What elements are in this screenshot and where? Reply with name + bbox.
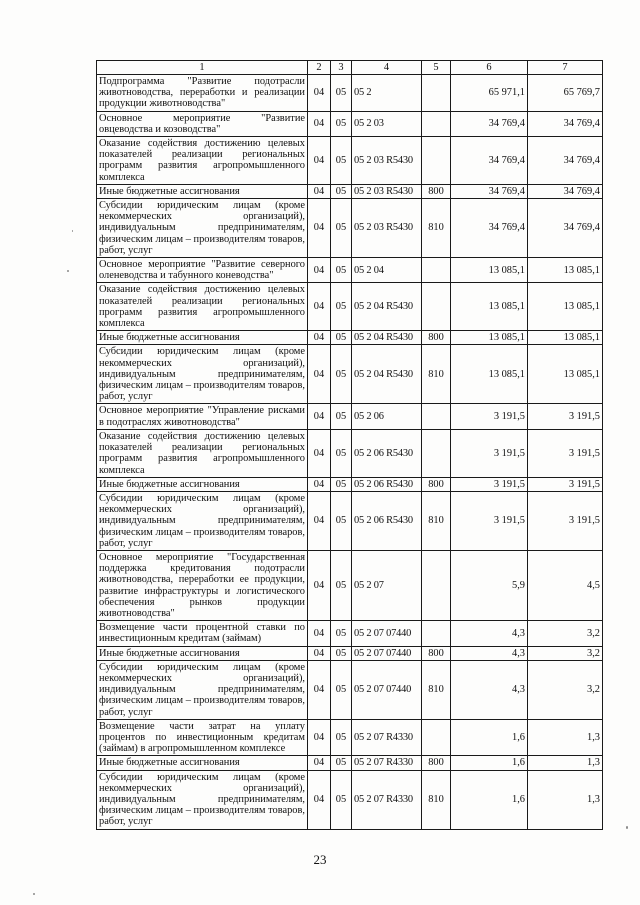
table-row [97, 646, 603, 660]
target-article-code: 05 2 04 R5430 [352, 283, 422, 331]
amount-col6: 5,9 [451, 550, 528, 620]
expense-type-code: 810 [422, 660, 451, 719]
amount-col6: 65 971,1 [451, 75, 528, 112]
table-row [97, 111, 603, 136]
table-row [97, 429, 603, 477]
table-row [97, 660, 603, 719]
row-title: Оказание содействия достижению целевых показателей реализации региональных программ развития агропромышленного комплекса [97, 429, 308, 477]
target-article-code: 05 2 [352, 75, 422, 112]
amount-col6: 13 085,1 [451, 283, 528, 331]
section-code: 04 [308, 660, 331, 719]
expense-type-code: 800 [422, 756, 451, 770]
section-code: 04 [308, 646, 331, 660]
scan-speck [626, 826, 628, 829]
amount-col7: 13 085,1 [528, 283, 603, 331]
amount-col6: 1,6 [451, 756, 528, 770]
row-title: Субсидии юридическим лицам (кроме некоммерческих организаций), индивидуальным предпринимателям, физическим лицам – производителям товаров, работ, услуг [97, 491, 308, 550]
target-article-code: 05 2 04 [352, 258, 422, 283]
scan-speck [33, 893, 35, 895]
table-row [97, 75, 603, 112]
subsection-code: 05 [331, 137, 352, 185]
table-row [97, 199, 603, 258]
target-article-code: 05 2 03 R5430 [352, 137, 422, 185]
subsection-code: 05 [331, 660, 352, 719]
amount-col6: 34 769,4 [451, 137, 528, 185]
expense-type-code: 800 [422, 184, 451, 198]
table-row [97, 756, 603, 770]
amount-col7: 13 085,1 [528, 331, 603, 345]
expense-type-code [422, 719, 451, 756]
target-article-code: 05 2 07 [352, 550, 422, 620]
row-title: Основное мероприятие "Развитие овцеводства и козоводства" [97, 111, 308, 136]
target-article-code: 05 2 07 R4330 [352, 770, 422, 829]
table-row [97, 477, 603, 491]
target-article-code: 05 2 03 R5430 [352, 199, 422, 258]
section-code: 04 [308, 770, 331, 829]
target-article-code: 05 2 06 R5430 [352, 429, 422, 477]
expense-type-code [422, 258, 451, 283]
section-code: 04 [308, 111, 331, 136]
amount-col7: 3 191,5 [528, 477, 603, 491]
expense-type-code [422, 404, 451, 429]
expense-type-code: 800 [422, 331, 451, 345]
expense-type-code [422, 283, 451, 331]
section-code: 04 [308, 756, 331, 770]
amount-col6: 1,6 [451, 719, 528, 756]
expense-type-code [422, 75, 451, 112]
expense-type-code [422, 429, 451, 477]
expense-type-code: 810 [422, 199, 451, 258]
amount-col7: 3 191,5 [528, 404, 603, 429]
column-header: 4 [352, 61, 422, 75]
row-title: Оказание содействия достижению целевых показателей реализации региональных программ развития агропромышленного комплекса [97, 283, 308, 331]
table-row [97, 283, 603, 331]
subsection-code: 05 [331, 621, 352, 646]
section-code: 04 [308, 199, 331, 258]
table-body [97, 61, 603, 830]
amount-col7: 3,2 [528, 646, 603, 660]
subsection-code: 05 [331, 184, 352, 198]
subsection-code: 05 [331, 770, 352, 829]
row-title: Подпрограмма "Развитие подотрасли животноводства, переработки и реализации продукции животноводства" [97, 75, 308, 112]
row-title: Субсидии юридическим лицам (кроме некоммерческих организаций), индивидуальным предпринимателям, физическим лицам – производителям товаров, работ, услуг [97, 199, 308, 258]
amount-col6: 13 085,1 [451, 258, 528, 283]
amount-col6: 34 769,4 [451, 199, 528, 258]
row-title: Оказание содействия достижению целевых показателей реализации региональных программ развития агропромышленного комплекса [97, 137, 308, 185]
section-code: 04 [308, 258, 331, 283]
amount-col6: 4,3 [451, 646, 528, 660]
subsection-code: 05 [331, 477, 352, 491]
amount-col7: 65 769,7 [528, 75, 603, 112]
amount-col7: 34 769,4 [528, 111, 603, 136]
target-article-code: 05 2 06 R5430 [352, 491, 422, 550]
subsection-code: 05 [331, 756, 352, 770]
table-row [97, 550, 603, 620]
amount-col6: 13 085,1 [451, 345, 528, 404]
subsection-code: 05 [331, 404, 352, 429]
section-code: 04 [308, 491, 331, 550]
column-number-row [97, 61, 603, 75]
table-row [97, 770, 603, 829]
scan-speck [72, 230, 73, 232]
row-title: Основное мероприятие "Государственная поддержка кредитования подотрасли животноводства, переработки ее продукции, развитие инфраструктуры и логистического обеспечения рынков продукции животноводства" [97, 550, 308, 620]
section-code: 04 [308, 345, 331, 404]
section-code: 04 [308, 550, 331, 620]
column-header: 5 [422, 61, 451, 75]
column-header: 3 [331, 61, 352, 75]
expense-type-code: 810 [422, 491, 451, 550]
section-code: 04 [308, 429, 331, 477]
row-title: Иные бюджетные ассигнования [97, 477, 308, 491]
amount-col7: 1,3 [528, 770, 603, 829]
expense-type-code [422, 550, 451, 620]
target-article-code: 05 2 03 R5430 [352, 184, 422, 198]
expense-type-code [422, 621, 451, 646]
row-title: Основное мероприятие "Развитие северного оленеводства и табунного коневодства" [97, 258, 308, 283]
subsection-code: 05 [331, 283, 352, 331]
budget-table [96, 60, 603, 830]
subsection-code: 05 [331, 345, 352, 404]
amount-col7: 3,2 [528, 621, 603, 646]
row-title: Основное мероприятие "Управление рисками в подотраслях животноводства" [97, 404, 308, 429]
row-title: Возмещение части затрат на уплату процентов по инвестиционным кредитам (займам) в агропромышленном комплексе [97, 719, 308, 756]
amount-col6: 4,3 [451, 621, 528, 646]
target-article-code: 05 2 06 [352, 404, 422, 429]
table-row [97, 719, 603, 756]
target-article-code: 05 2 07 07440 [352, 621, 422, 646]
section-code: 04 [308, 283, 331, 331]
amount-col6: 1,6 [451, 770, 528, 829]
subsection-code: 05 [331, 491, 352, 550]
amount-col7: 1,3 [528, 756, 603, 770]
scan-speck [67, 270, 69, 272]
column-header: 2 [308, 61, 331, 75]
table-row [97, 345, 603, 404]
section-code: 04 [308, 621, 331, 646]
row-title: Иные бюджетные ассигнования [97, 184, 308, 198]
subsection-code: 05 [331, 719, 352, 756]
subsection-code: 05 [331, 550, 352, 620]
table-row [97, 258, 603, 283]
target-article-code: 05 2 07 07440 [352, 646, 422, 660]
target-article-code: 05 2 06 R5430 [352, 477, 422, 491]
row-title: Субсидии юридическим лицам (кроме некоммерческих организаций), индивидуальным предпринимателям, физическим лицам – производителям товаров, работ, услуг [97, 770, 308, 829]
amount-col7: 13 085,1 [528, 345, 603, 404]
section-code: 04 [308, 184, 331, 198]
expense-type-code: 800 [422, 477, 451, 491]
target-article-code: 05 2 04 R5430 [352, 345, 422, 404]
amount-col6: 3 191,5 [451, 429, 528, 477]
section-code: 04 [308, 477, 331, 491]
target-article-code: 05 2 04 R5430 [352, 331, 422, 345]
subsection-code: 05 [331, 646, 352, 660]
page-number: 23 [313, 852, 327, 867]
table-row [97, 137, 603, 185]
section-code: 04 [308, 75, 331, 112]
table-row [97, 621, 603, 646]
subsection-code: 05 [331, 75, 352, 112]
row-title: Иные бюджетные ассигнования [97, 331, 308, 345]
target-article-code: 05 2 07 07440 [352, 660, 422, 719]
target-article-code: 05 2 07 R4330 [352, 719, 422, 756]
amount-col6: 3 191,5 [451, 477, 528, 491]
subsection-code: 05 [331, 258, 352, 283]
row-title: Субсидии юридическим лицам (кроме некоммерческих организаций), индивидуальным предпринимателям, физическим лицам – производителям товаров, работ, услуг [97, 660, 308, 719]
subsection-code: 05 [331, 429, 352, 477]
expense-type-code: 810 [422, 770, 451, 829]
amount-col7: 34 769,4 [528, 184, 603, 198]
amount-col6: 34 769,4 [451, 184, 528, 198]
expense-type-code: 810 [422, 345, 451, 404]
column-header: 1 [97, 61, 308, 75]
row-title: Возмещение части процентной ставки по инвестиционным кредитам (займам) [97, 621, 308, 646]
row-title: Иные бюджетные ассигнования [97, 756, 308, 770]
amount-col7: 34 769,4 [528, 137, 603, 185]
section-code: 04 [308, 331, 331, 345]
section-code: 04 [308, 137, 331, 185]
table-row [97, 184, 603, 198]
section-code: 04 [308, 719, 331, 756]
row-title: Субсидии юридическим лицам (кроме некоммерческих организаций), индивидуальным предпринимателям, физическим лицам – производителям товаров, работ, услуг [97, 345, 308, 404]
table-row [97, 491, 603, 550]
amount-col7: 34 769,4 [528, 199, 603, 258]
amount-col7: 3,2 [528, 660, 603, 719]
amount-col7: 3 191,5 [528, 491, 603, 550]
target-article-code: 05 2 03 [352, 111, 422, 136]
table-row [97, 404, 603, 429]
expense-type-code [422, 111, 451, 136]
column-header: 6 [451, 61, 528, 75]
amount-col6: 4,3 [451, 660, 528, 719]
expense-type-code [422, 137, 451, 185]
amount-col6: 3 191,5 [451, 404, 528, 429]
subsection-code: 05 [331, 331, 352, 345]
subsection-code: 05 [331, 111, 352, 136]
amount-col6: 13 085,1 [451, 331, 528, 345]
row-title: Иные бюджетные ассигнования [97, 646, 308, 660]
amount-col7: 13 085,1 [528, 258, 603, 283]
subsection-code: 05 [331, 199, 352, 258]
amount-col7: 1,3 [528, 719, 603, 756]
expense-type-code: 800 [422, 646, 451, 660]
amount-col7: 3 191,5 [528, 429, 603, 477]
section-code: 04 [308, 404, 331, 429]
table-row [97, 331, 603, 345]
column-header: 7 [528, 61, 603, 75]
amount-col7: 4,5 [528, 550, 603, 620]
target-article-code: 05 2 07 R4330 [352, 756, 422, 770]
amount-col6: 34 769,4 [451, 111, 528, 136]
amount-col6: 3 191,5 [451, 491, 528, 550]
